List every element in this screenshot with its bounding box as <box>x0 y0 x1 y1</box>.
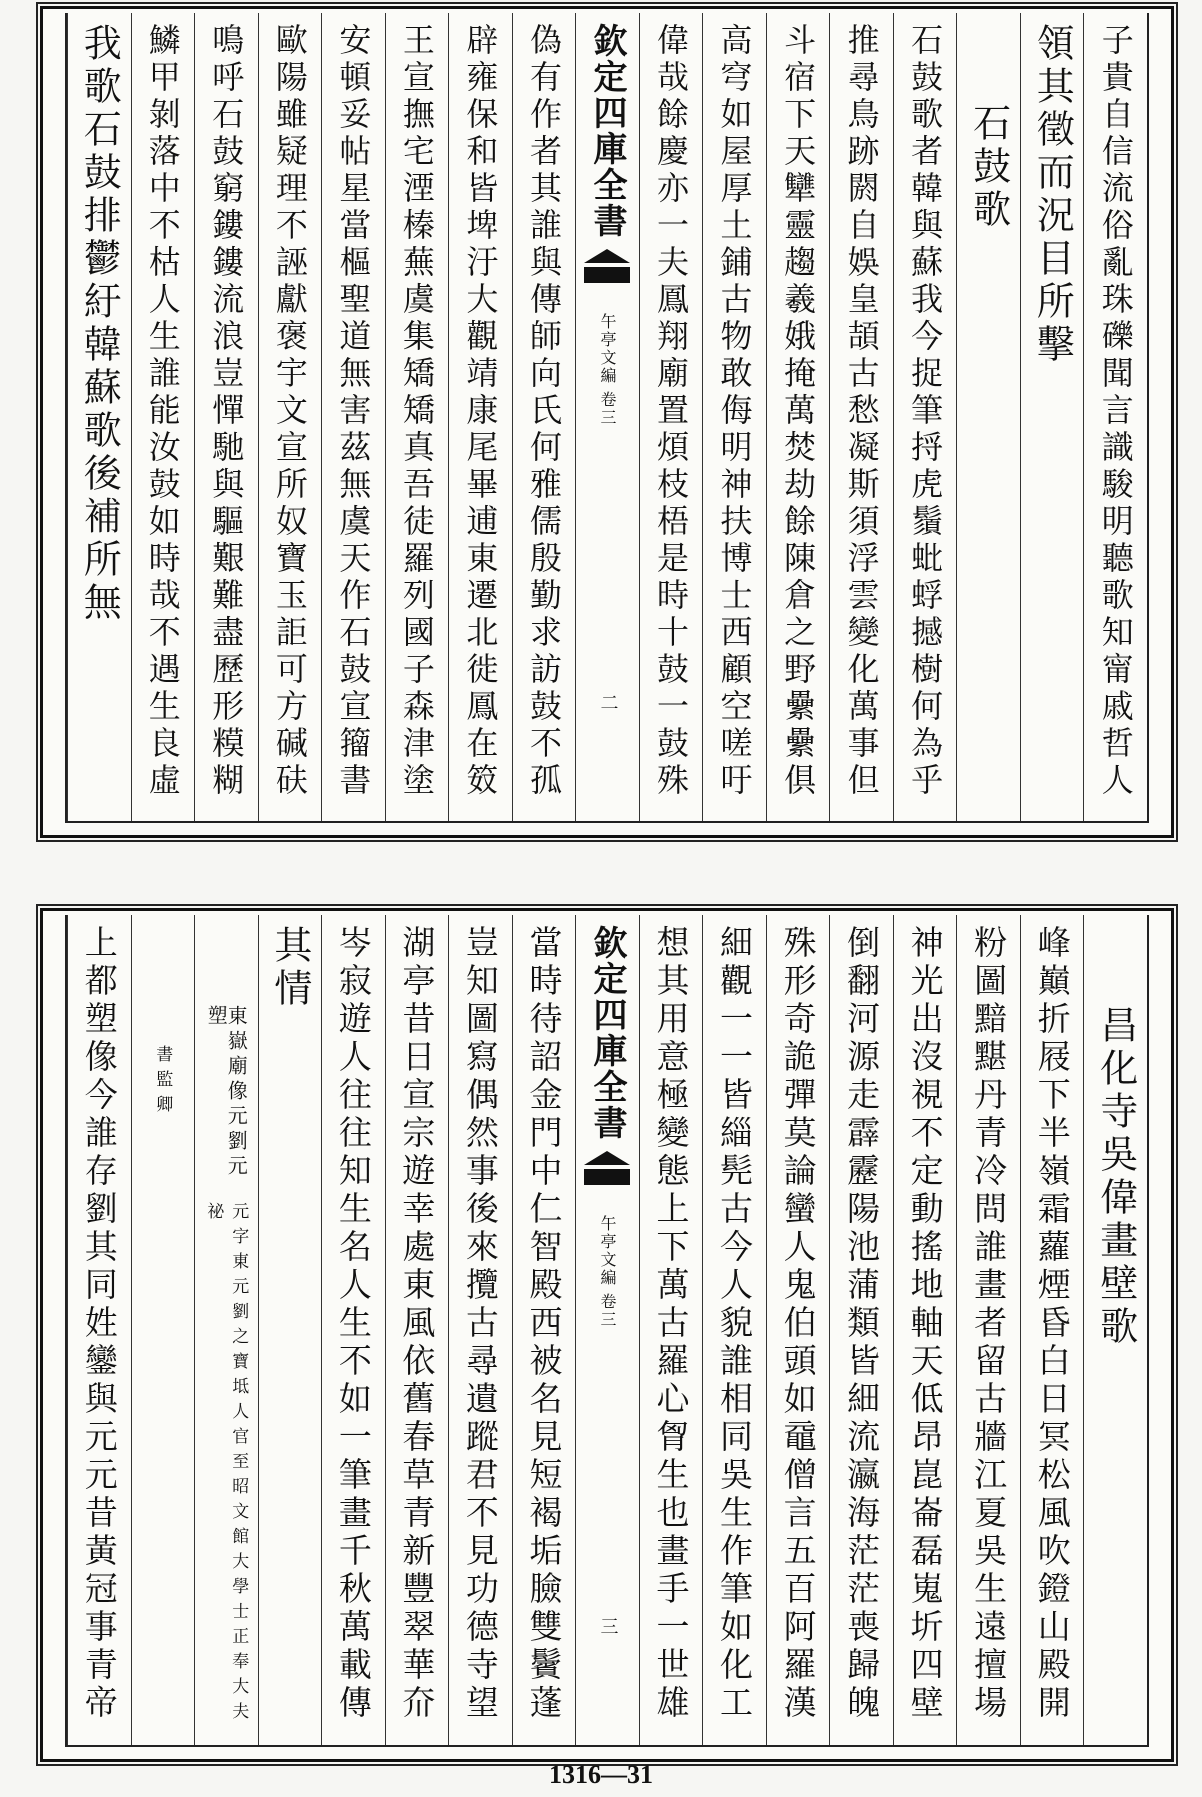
column-text: 豈知圖寫偶然事後來攬古尋遺蹤君不見功德寺望 <box>460 925 500 1723</box>
volume-label: 卷三 <box>597 1293 617 1329</box>
upper-text-frame <box>65 13 1149 823</box>
poem-title: 石鼓歌 <box>966 103 1011 232</box>
column-text: 偉哉餘慶亦一夫鳳翔廟置煩枝梧是時十鼓一鼓殊 <box>652 23 690 800</box>
column-text: 倒翻河源走霹靂陽池蒲類皆細流瀛海茫茫喪歸魄 <box>842 925 882 1723</box>
text-column <box>448 13 512 821</box>
center-fold-band <box>575 915 639 1745</box>
text-column <box>258 13 322 821</box>
column-text: 偽有作者其誰與傳師向氏何雅儒殷勤求訪鼓不孤 <box>524 23 563 800</box>
column-text: 細觀一一皆緇髡古今人貌誰相同吳生作筆如化工 <box>715 925 755 1723</box>
fishtail-mark-icon <box>584 249 630 283</box>
column-text: 石鼓歌者韓與蘇我今捉筆捋虎鬚蚍蜉撼樹何為乎 <box>906 23 945 800</box>
poem-title: 東嶽廟像元劉元塑 <box>204 1005 249 1180</box>
folio-number: 二 <box>597 693 619 711</box>
column-text: 想其用意極變態上下萬古羅心胷生也畫手一世雄 <box>651 925 691 1723</box>
column-text: 辟雍保和皆埤汙大觀靖康尾畢逋東遷北徙鳳在笯 <box>461 23 500 800</box>
column-text: 鱗甲剝落中不枯人生誰能汝鼓如時哉不遇生良虛 <box>143 23 182 800</box>
column-text: 歐陽雖疑理不誣獻褒宇文宣所奴寶玉詎可方碱砆 <box>270 23 309 800</box>
text-column <box>321 915 385 1745</box>
column-text: 峰巔折屐下半嶺霜蘿煙昏白日冥松風吹鐙山殿開 <box>1032 925 1072 1723</box>
column-text: 高穹如屋厚土鋪古物敢侮明神扶博士西顧空嗟吁 <box>715 23 754 800</box>
author-annotation: 元字東元劉之寶坻人官至昭文館大學士正奉大夫祕 <box>203 1202 249 1728</box>
text-column <box>1020 915 1084 1745</box>
column-text: 斗宿下天犫靈趨羲娥掩萬焚劫餘陳倉之野纍纍俱 <box>779 23 818 800</box>
column-text: 粉圖黯黮丹青冷問誰畫者留古牆江夏吳生遠擅場 <box>969 925 1009 1723</box>
column-text: 領其徵而況目所擊 <box>1030 23 1075 367</box>
text-column <box>67 13 131 821</box>
poem-title-column <box>956 13 1020 821</box>
annotation-continuation: 書監卿 <box>152 1045 173 1120</box>
text-column <box>829 13 893 821</box>
column-text: 岑寂遊人往往知生名人生不如一筆畫千秋萬載傳 <box>333 925 373 1723</box>
page-footer-number: 1316—31 <box>549 1760 653 1789</box>
text-column <box>448 915 512 1745</box>
column-text: 推尋鳥跡閼自娛皇頡古愁凝斯須浮雲變化萬事但 <box>842 23 881 800</box>
column-text: 上都塑像今誰存劉其同姓鑾與元元昔黃冠事青帝 <box>79 925 119 1723</box>
column-text: 安頓妥帖星當樞聖道無害茲無虞天作石鼓宣籀書 <box>334 23 373 800</box>
column-text: 其情 <box>267 925 312 1011</box>
text-column <box>766 13 830 821</box>
poem-title: 昌化寺吳偉畫壁歌 <box>1093 1005 1138 1349</box>
text-column <box>1083 13 1147 821</box>
upper-page <box>40 6 1174 838</box>
book-title: 欽定四庫全書 <box>586 925 627 1141</box>
lower-page <box>40 908 1174 1762</box>
column-text: 神光出沒視不定動搖地軸天低昂崑崙磊嵬圻四壁 <box>905 925 945 1723</box>
volume-label: 卷三 <box>597 391 617 427</box>
text-column <box>385 13 449 821</box>
text-column <box>131 13 195 821</box>
text-column <box>1020 13 1084 821</box>
text-column <box>639 13 703 821</box>
text-column <box>702 915 766 1745</box>
center-fold-band <box>575 13 639 821</box>
column-text: 鳴呼石鼓窮鏤鏤流浪豈憚馳與驅艱難盡歷形糢糊 <box>207 23 246 800</box>
column-text: 王宣撫宅湮榛蕪虞集矯矯真吾徒羅列國子森津塗 <box>397 23 436 800</box>
poem-title-column <box>194 915 258 1745</box>
text-column <box>702 13 766 821</box>
column-text: 湖亭昔日宣宗遊幸處東風依舊春草青新豐翠華夼 <box>397 925 437 1723</box>
text-column <box>258 915 322 1745</box>
book-title: 欽定四庫全書 <box>586 23 627 239</box>
poem-title-column <box>1083 915 1147 1745</box>
column-text: 我歌石鼓排鬱紆韓蘇歌後補所無 <box>77 23 122 625</box>
sub-title: 午亭文編 <box>597 313 617 385</box>
column-text: 當時待詔金門中仁智殿西被名見短褐垢臉雙鬢蓬 <box>524 925 564 1723</box>
text-column <box>893 13 957 821</box>
fishtail-mark-icon <box>584 1151 630 1185</box>
text-column <box>512 13 576 821</box>
lower-text-frame <box>65 915 1149 1747</box>
text-column <box>766 915 830 1745</box>
folio-number: 三 <box>597 1617 619 1635</box>
text-column <box>956 915 1020 1745</box>
text-column <box>385 915 449 1745</box>
text-column <box>67 915 131 1745</box>
text-column <box>321 13 385 821</box>
text-column <box>829 915 893 1745</box>
sub-title: 午亭文編 <box>597 1215 617 1287</box>
text-column <box>512 915 576 1745</box>
text-column <box>893 915 957 1745</box>
column-text: 子貴自信流俗亂珠礫聞言識駿明聽歌知甯戚哲人 <box>1096 23 1135 800</box>
text-column <box>131 915 195 1745</box>
text-column <box>639 915 703 1745</box>
column-text: 殊形奇詭彈莫論蠻人鬼伯頭如黿僧言五百阿羅漢 <box>778 925 818 1723</box>
text-column <box>194 13 258 821</box>
